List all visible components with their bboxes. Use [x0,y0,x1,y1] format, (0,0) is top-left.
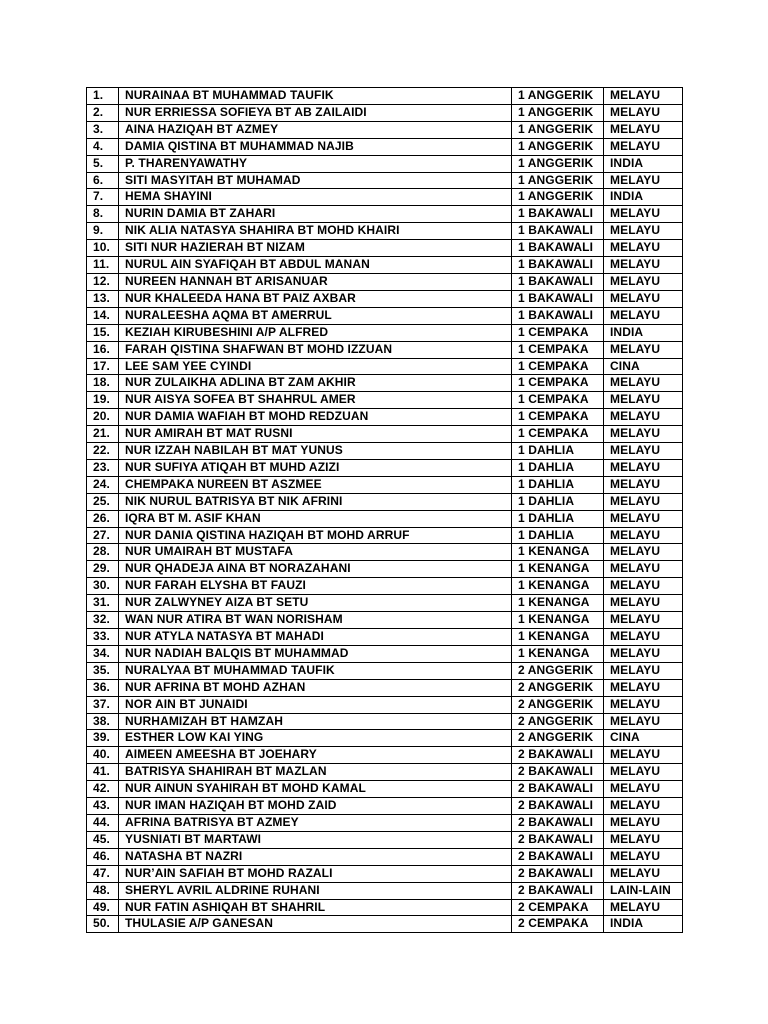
row-number-cell: 26. [87,510,119,527]
student-name-cell: NUR’AIN SAFIAH BT MOHD RAZALI [119,865,512,882]
class-cell: 1 BAKAWALI [512,223,604,240]
row-number-cell: 41. [87,764,119,781]
row-number-cell: 27. [87,527,119,544]
race-cell: INDIA [604,916,683,933]
row-number-cell: 15. [87,324,119,341]
student-name-cell: NUR SUFIYA ATIQAH BT MUHD AZIZI [119,459,512,476]
race-cell: MELAYU [604,510,683,527]
race-cell: MELAYU [604,443,683,460]
student-name-cell: NIK NURUL BATRISYA BT NIK AFRINI [119,493,512,510]
student-name-cell: NUR AFRINA BT MOHD AZHAN [119,679,512,696]
table-row [87,882,683,899]
race-cell: MELAYU [604,273,683,290]
table-row [87,662,683,679]
table-row [87,257,683,274]
student-name-cell: KEZIAH KIRUBESHINI A/P ALFRED [119,324,512,341]
race-cell: MELAYU [604,781,683,798]
class-cell: 1 DAHLIA [512,527,604,544]
row-number-cell: 5. [87,155,119,172]
class-cell: 1 BAKAWALI [512,240,604,257]
race-cell: MELAYU [604,899,683,916]
row-number-cell: 47. [87,865,119,882]
table-row [87,612,683,629]
table-row [87,206,683,223]
class-cell: 2 BAKAWALI [512,882,604,899]
table-row [87,358,683,375]
class-cell: 2 BAKAWALI [512,781,604,798]
class-cell: 2 BAKAWALI [512,764,604,781]
race-cell: MELAYU [604,578,683,595]
class-cell: 1 BAKAWALI [512,273,604,290]
student-name-cell: SHERYL AVRIL ALDRINE RUHANI [119,882,512,899]
row-number-cell: 4. [87,138,119,155]
student-name-cell: AINA HAZIQAH BT AZMEY [119,121,512,138]
student-name-cell: AFRINA BATRISYA BT AZMEY [119,814,512,831]
race-cell: CINA [604,358,683,375]
race-cell: LAIN-LAIN [604,882,683,899]
race-cell: MELAYU [604,104,683,121]
row-number-cell: 28. [87,544,119,561]
row-number-cell: 39. [87,730,119,747]
student-name-cell: NUR AMIRAH BT MAT RUSNI [119,426,512,443]
table-row [87,459,683,476]
class-cell: 2 BAKAWALI [512,831,604,848]
class-cell: 1 CEMPAKA [512,426,604,443]
student-name-cell: NUR ZALWYNEY AIZA BT SETU [119,595,512,612]
table-row [87,341,683,358]
class-cell: 1 KENANGA [512,645,604,662]
class-cell: 1 KENANGA [512,544,604,561]
student-name-cell: NURALYAA BT MUHAMMAD TAUFIK [119,662,512,679]
table-row [87,578,683,595]
student-name-cell: NUR DANIA QISTINA HAZIQAH BT MOHD ARRUF [119,527,512,544]
class-cell: 1 ANGGERIK [512,189,604,206]
student-name-cell: NUR QHADEJA AINA BT NORAZAHANI [119,561,512,578]
row-number-cell: 8. [87,206,119,223]
row-number-cell: 23. [87,459,119,476]
race-cell: MELAYU [604,865,683,882]
student-name-cell: NIK ALIA NATASYA SHAHIRA BT MOHD KHAIRI [119,223,512,240]
table-row [87,544,683,561]
student-name-cell: WAN NUR ATIRA BT WAN NORISHAM [119,612,512,629]
row-number-cell: 24. [87,476,119,493]
student-name-cell: NUR FARAH ELYSHA BT FAUZI [119,578,512,595]
race-cell: MELAYU [604,814,683,831]
table-row [87,629,683,646]
student-name-cell: DAMIA QISTINA BT MUHAMMAD NAJIB [119,138,512,155]
row-number-cell: 10. [87,240,119,257]
table-row [87,899,683,916]
row-number-cell: 13. [87,290,119,307]
table-row [87,510,683,527]
race-cell: MELAYU [604,206,683,223]
table-row [87,443,683,460]
class-cell: 2 ANGGERIK [512,662,604,679]
student-list-body [87,88,683,933]
student-name-cell: NUR ATYLA NATASYA BT MAHADI [119,629,512,646]
row-number-cell: 6. [87,172,119,189]
table-row [87,798,683,815]
class-cell: 1 KENANGA [512,561,604,578]
student-name-cell: NUR AINUN SYAHIRAH BT MOHD KAMAL [119,781,512,798]
student-name-cell: HEMA SHAYINI [119,189,512,206]
class-cell: 1 ANGGERIK [512,121,604,138]
race-cell: MELAYU [604,409,683,426]
class-cell: 1 BAKAWALI [512,290,604,307]
class-cell: 1 DAHLIA [512,510,604,527]
row-number-cell: 42. [87,781,119,798]
student-name-cell: FARAH QISTINA SHAFWAN BT MOHD IZZUAN [119,341,512,358]
class-cell: 1 KENANGA [512,578,604,595]
student-name-cell: NUR IZZAH NABILAH BT MAT YUNUS [119,443,512,460]
student-name-cell: NATASHA BT NAZRI [119,848,512,865]
class-cell: 2 BAKAWALI [512,848,604,865]
table-row [87,730,683,747]
table-row [87,679,683,696]
student-name-cell: IQRA BT M. ASIF KHAN [119,510,512,527]
row-number-cell: 29. [87,561,119,578]
class-cell: 2 BAKAWALI [512,747,604,764]
table-row [87,476,683,493]
row-number-cell: 12. [87,273,119,290]
race-cell: CINA [604,730,683,747]
table-row [87,561,683,578]
class-cell: 2 BAKAWALI [512,798,604,815]
table-row [87,747,683,764]
row-number-cell: 11. [87,257,119,274]
table-row [87,172,683,189]
race-cell: MELAYU [604,426,683,443]
class-cell: 1 DAHLIA [512,493,604,510]
table-row [87,713,683,730]
race-cell: MELAYU [604,662,683,679]
row-number-cell: 22. [87,443,119,460]
class-cell: 2 CEMPAKA [512,899,604,916]
table-row [87,848,683,865]
class-cell: 1 CEMPAKA [512,392,604,409]
table-row [87,88,683,105]
student-name-cell: YUSNIATI BT MARTAWI [119,831,512,848]
row-number-cell: 30. [87,578,119,595]
race-cell: MELAYU [604,527,683,544]
student-name-cell: NUR FATIN ASHIQAH BT SHAHRIL [119,899,512,916]
table-row [87,223,683,240]
class-cell: 1 BAKAWALI [512,307,604,324]
row-number-cell: 20. [87,409,119,426]
race-cell: MELAYU [604,679,683,696]
row-number-cell: 3. [87,121,119,138]
student-list-table [86,87,683,933]
student-name-cell: NURALEESHA AQMA BT AMERRUL [119,307,512,324]
row-number-cell: 1. [87,88,119,105]
class-cell: 1 ANGGERIK [512,172,604,189]
class-cell: 1 DAHLIA [512,476,604,493]
race-cell: MELAYU [604,595,683,612]
race-cell: MELAYU [604,476,683,493]
table-row [87,426,683,443]
table-row [87,831,683,848]
table-row [87,138,683,155]
row-number-cell: 34. [87,645,119,662]
student-name-cell: NURAINAA BT MUHAMMAD TAUFIK [119,88,512,105]
student-name-cell: NUR ZULAIKHA ADLINA BT ZAM AKHIR [119,375,512,392]
race-cell: INDIA [604,324,683,341]
row-number-cell: 25. [87,493,119,510]
race-cell: MELAYU [604,747,683,764]
row-number-cell: 48. [87,882,119,899]
row-number-cell: 33. [87,629,119,646]
student-name-cell: NOR AIN BT JUNAIDI [119,696,512,713]
table-row [87,189,683,206]
row-number-cell: 35. [87,662,119,679]
class-cell: 2 CEMPAKA [512,916,604,933]
table-row [87,781,683,798]
race-cell: MELAYU [604,257,683,274]
class-cell: 1 KENANGA [512,612,604,629]
row-number-cell: 17. [87,358,119,375]
race-cell: MELAYU [604,138,683,155]
class-cell: 2 BAKAWALI [512,865,604,882]
class-cell: 2 BAKAWALI [512,814,604,831]
row-number-cell: 14. [87,307,119,324]
row-number-cell: 21. [87,426,119,443]
class-cell: 1 DAHLIA [512,443,604,460]
class-cell: 2 ANGGERIK [512,730,604,747]
student-name-cell: NUR UMAIRAH BT MUSTAFA [119,544,512,561]
table-row [87,290,683,307]
race-cell: MELAYU [604,645,683,662]
race-cell: MELAYU [604,459,683,476]
student-name-cell: AIMEEN AMEESHA BT JOEHARY [119,747,512,764]
row-number-cell: 49. [87,899,119,916]
student-name-cell: NUREEN HANNAH BT ARISANUAR [119,273,512,290]
class-cell: 1 DAHLIA [512,459,604,476]
table-row [87,121,683,138]
student-name-cell: BATRISYA SHAHIRAH BT MAZLAN [119,764,512,781]
row-number-cell: 38. [87,713,119,730]
race-cell: MELAYU [604,798,683,815]
class-cell: 1 CEMPAKA [512,358,604,375]
class-cell: 1 KENANGA [512,629,604,646]
race-cell: MELAYU [604,392,683,409]
table-row [87,814,683,831]
student-name-cell: SITI NUR HAZIERAH BT NIZAM [119,240,512,257]
race-cell: MELAYU [604,544,683,561]
row-number-cell: 45. [87,831,119,848]
table-row [87,392,683,409]
student-name-cell: NUR AISYA SOFEA BT SHAHRUL AMER [119,392,512,409]
race-cell: MELAYU [604,831,683,848]
race-cell: MELAYU [604,561,683,578]
table-row [87,493,683,510]
student-name-cell: NUR ERRIESSA SOFIEYA BT AB ZAILAIDI [119,104,512,121]
race-cell: MELAYU [604,240,683,257]
race-cell: MELAYU [604,764,683,781]
row-number-cell: 46. [87,848,119,865]
class-cell: 1 BAKAWALI [512,206,604,223]
class-cell: 1 ANGGERIK [512,104,604,121]
student-name-cell: LEE SAM YEE CYINDI [119,358,512,375]
class-cell: 2 ANGGERIK [512,679,604,696]
student-name-cell: P. THARENYAWATHY [119,155,512,172]
row-number-cell: 43. [87,798,119,815]
row-number-cell: 9. [87,223,119,240]
table-row [87,645,683,662]
row-number-cell: 44. [87,814,119,831]
row-number-cell: 7. [87,189,119,206]
table-row [87,595,683,612]
race-cell: INDIA [604,155,683,172]
table-row [87,324,683,341]
table-row [87,375,683,392]
race-cell: MELAYU [604,375,683,392]
student-name-cell: NURUL AIN SYAFIQAH BT ABDUL MANAN [119,257,512,274]
table-row [87,155,683,172]
table-row [87,916,683,933]
class-cell: 1 ANGGERIK [512,155,604,172]
race-cell: MELAYU [604,307,683,324]
row-number-cell: 32. [87,612,119,629]
table-row [87,240,683,257]
race-cell: MELAYU [604,629,683,646]
class-cell: 1 ANGGERIK [512,138,604,155]
row-number-cell: 37. [87,696,119,713]
class-cell: 1 BAKAWALI [512,257,604,274]
race-cell: MELAYU [604,493,683,510]
row-number-cell: 31. [87,595,119,612]
student-name-cell: NUR NADIAH BALQIS BT MUHAMMAD [119,645,512,662]
table-row [87,409,683,426]
table-row [87,865,683,882]
student-name-cell: ESTHER LOW KAI YING [119,730,512,747]
student-name-cell: NUR KHALEEDA HANA BT PAIZ AXBAR [119,290,512,307]
class-cell: 1 CEMPAKA [512,324,604,341]
class-cell: 1 CEMPAKA [512,341,604,358]
race-cell: MELAYU [604,713,683,730]
table-row [87,307,683,324]
row-number-cell: 16. [87,341,119,358]
student-name-cell: CHEMPAKA NUREEN BT ASZMEE [119,476,512,493]
row-number-cell: 40. [87,747,119,764]
class-cell: 2 ANGGERIK [512,713,604,730]
race-cell: MELAYU [604,696,683,713]
student-name-cell: NURIN DAMIA BT ZAHARI [119,206,512,223]
race-cell: INDIA [604,189,683,206]
table-row [87,696,683,713]
student-name-cell: THULASIE A/P GANESAN [119,916,512,933]
race-cell: MELAYU [604,172,683,189]
row-number-cell: 18. [87,375,119,392]
row-number-cell: 19. [87,392,119,409]
student-name-cell: NUR DAMIA WAFIAH BT MOHD REDZUAN [119,409,512,426]
class-cell: 1 CEMPAKA [512,375,604,392]
row-number-cell: 36. [87,679,119,696]
race-cell: MELAYU [604,88,683,105]
race-cell: MELAYU [604,121,683,138]
class-cell: 2 ANGGERIK [512,696,604,713]
row-number-cell: 50. [87,916,119,933]
class-cell: 1 ANGGERIK [512,88,604,105]
row-number-cell: 2. [87,104,119,121]
race-cell: MELAYU [604,290,683,307]
table-row [87,273,683,290]
race-cell: MELAYU [604,848,683,865]
race-cell: MELAYU [604,612,683,629]
student-name-cell: NURHAMIZAH BT HAMZAH [119,713,512,730]
table-row [87,104,683,121]
race-cell: MELAYU [604,341,683,358]
table-row [87,764,683,781]
class-cell: 1 CEMPAKA [512,409,604,426]
race-cell: MELAYU [604,223,683,240]
table-row [87,527,683,544]
class-cell: 1 KENANGA [512,595,604,612]
student-name-cell: SITI MASYITAH BT MUHAMAD [119,172,512,189]
student-name-cell: NUR IMAN HAZIQAH BT MOHD ZAID [119,798,512,815]
